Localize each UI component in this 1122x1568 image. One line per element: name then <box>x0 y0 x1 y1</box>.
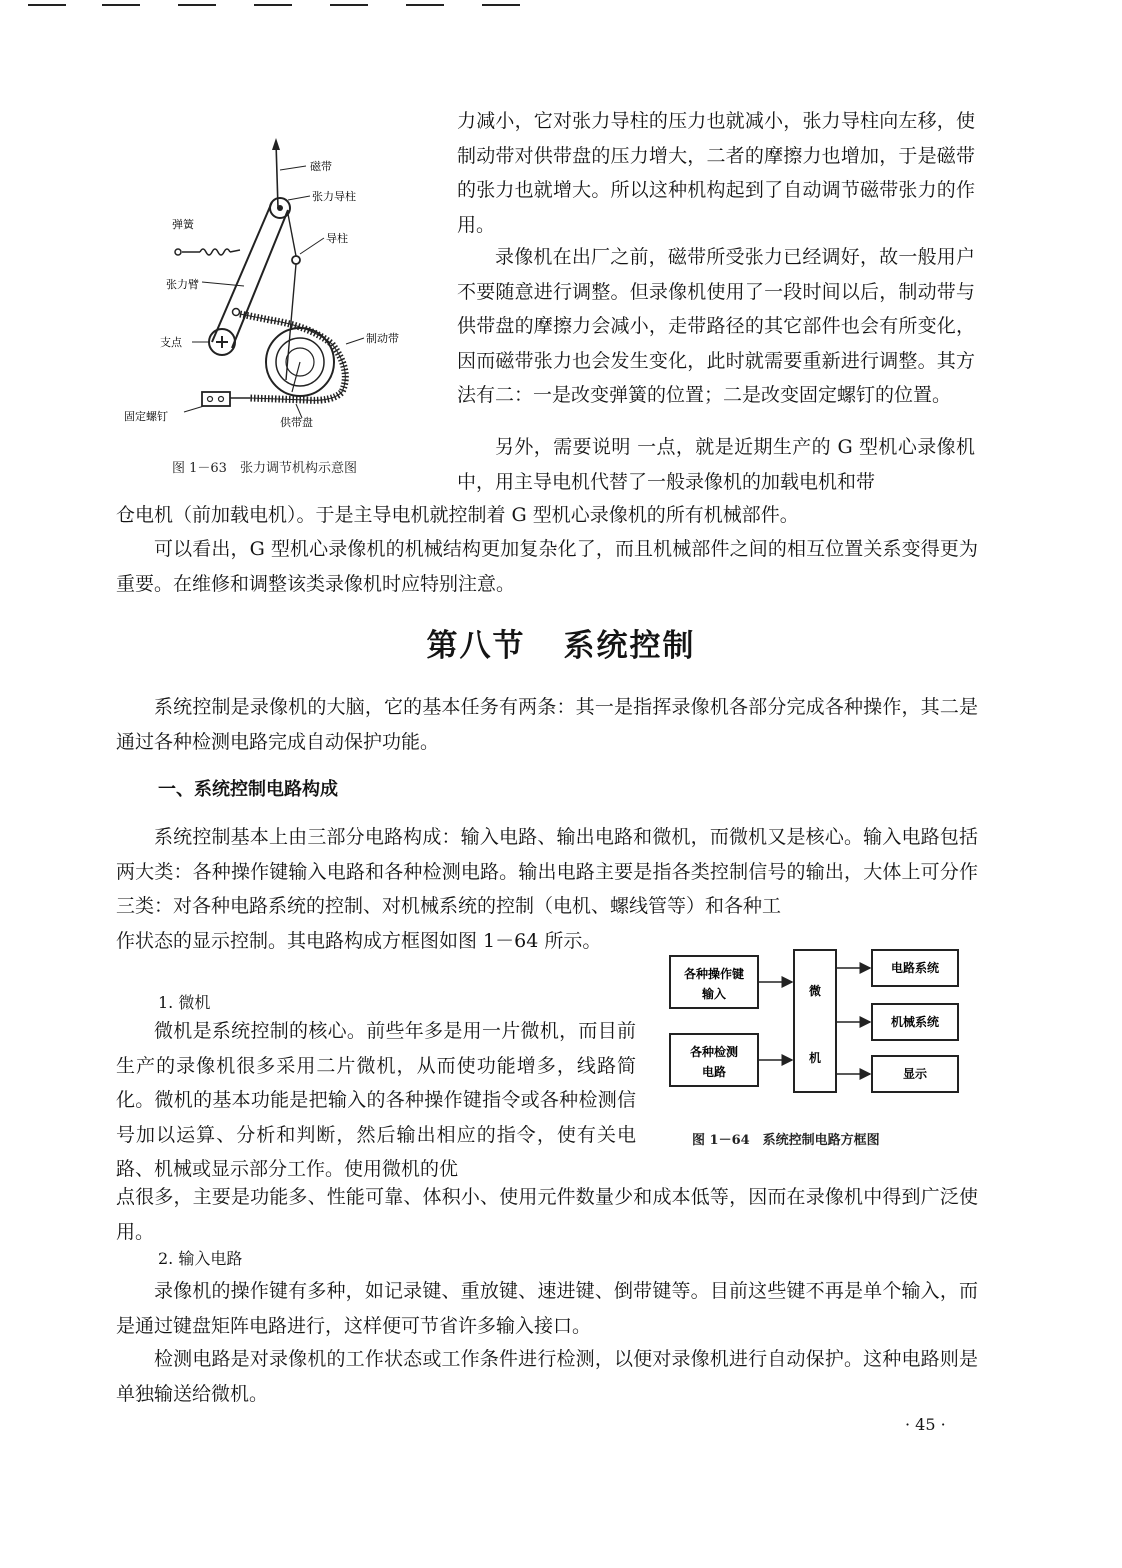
paragraph-input-keys: 录像机的操作键有多种，如记录键、重放键、速进键、倒带键等。目前这些键不再是单个输入，而是通过键盘矩阵电路进行，这样便可节省许多输入接口。 <box>116 1280 978 1337</box>
figure-1-63-caption: 图 1－63 张力调节机构示意图 <box>172 461 357 476</box>
figure-1-64-block-diagram <box>660 940 980 1100</box>
label-brake-band: 制动带 <box>366 332 399 345</box>
paragraph-structure-cont: 作状态的显示控制。其电路构成方框图如图 1－64 所示。 <box>116 930 602 952</box>
figure-1-64-caption: 图 1－64 系统控制电路方框图 <box>692 1133 880 1148</box>
figure-1-63-tension-mechanism <box>120 130 430 480</box>
paragraph-right-3: 另外，需要说明 一点，就是近期生产的 G 型机心录像机中，用主导电机代替了一般录像机的加载电机和带 <box>457 436 975 493</box>
svg-text:电路: 电路 <box>701 1065 727 1079</box>
block-mcu <box>794 950 836 1092</box>
paragraph-structure: 系统控制基本上由三部分电路构成：输入电路、输出电路和微机，而微机又是核心。输入电路包括两大类：各种操作键输入电路和各种检测电路。输出电路主要是指各类控制信号的输出，大体上可分作三类：对各种电路系统的控制、对机械系统的控制（电机、螺线管等）和各种工 <box>116 826 978 917</box>
label-spring: 弹簧 <box>172 218 194 231</box>
svg-text:各种检测: 各种检测 <box>689 1045 739 1059</box>
heading-input-circuit: 2. 输入电路 <box>158 1249 243 1268</box>
paragraph-microcomputer: 微机是系统控制的核心。前些年多是用一片微机，而目前生产的录像机很多采用二片微机，从而使功能增多，线路简化。微机的基本功能是把输入的各种操作键指令或各种检测信号加以运算、分析和判断，然后输出相应的指令，使有关电路、机械或显示部分工作。使用微机的优 <box>116 1020 636 1180</box>
svg-text:电路系统: 电路系统 <box>890 961 940 975</box>
subheading: 一、系统控制电路构成 <box>158 779 338 800</box>
top-scan-marks <box>0 0 1122 10</box>
label-pivot: 支点 <box>160 336 182 349</box>
label-tension-post: 张力导柱 <box>312 190 356 203</box>
heading-microcomputer: 1. 微机 <box>158 993 211 1012</box>
svg-text:机械系统: 机械系统 <box>890 1015 940 1029</box>
label-guide: 导柱 <box>326 232 348 245</box>
svg-text:显示: 显示 <box>902 1067 928 1081</box>
label-fixed-screw: 固定螺钉 <box>124 410 168 423</box>
section-title: 第八节 系统控制 <box>426 628 696 664</box>
label-tension-arm: 张力臂 <box>166 278 199 291</box>
label-supply-reel: 供带盘 <box>280 416 313 429</box>
paragraph-detection: 检测电路是对录像机的工作状态或工作条件进行检测，以便对录像机进行自动保护。这种电路则是单独输送给微机。 <box>116 1348 978 1405</box>
paragraph-full-2: 可以看出，G 型机心录像机的机械结构更加复杂化了，而且机械部件之间的相互位置关系变得更为重要。在维修和调整该类录像机时应特别注意。 <box>116 538 978 595</box>
section-intro: 系统控制是录像机的大脑，它的基本任务有两条：其一是指挥录像机各部分完成各种操作，其二是通过各种检测电路完成自动保护功能。 <box>116 696 978 753</box>
paragraph-right-1: 力减小，它对张力导柱的压力也就减小，张力导柱向左移，使制动带对供带盘的压力增大，二者的摩擦力也增加，于是磁带的张力也就增大。所以这种机构起到了自动调节磁带张力的作用。 <box>457 110 975 236</box>
svg-text:输入: 输入 <box>701 987 727 1001</box>
page-number: · 45 · <box>905 1415 946 1434</box>
svg-text:微: 微 <box>808 984 822 998</box>
paragraph-microcomputer-cont: 点很多，主要是功能多、性能可靠、体积小、使用元件数量少和成本低等，因而在录像机中得到广泛使用。 <box>116 1186 978 1243</box>
svg-text:各种操作键: 各种操作键 <box>683 967 745 981</box>
paragraph-right-2: 录像机在出厂之前，磁带所受张力已经调好，故一般用户不要随意进行调整。但录像机使用了一段时间以后，制动带与供带盘的摩擦力会减小，走带路径的其它部件也会有所变化，因而磁带张力也会发生变化，此时就需要重新进行调整。其方法有二：一是改变弹簧的位置；二是改变固定螺钉的位置。 <box>457 246 975 406</box>
paragraph-full-1: 仓电机（前加载电机）。于是主导电机就控制着 G 型机心录像机的所有机械部件。 <box>116 504 799 526</box>
label-tape: 磁带 <box>310 160 332 173</box>
svg-text:机: 机 <box>808 1051 822 1065</box>
